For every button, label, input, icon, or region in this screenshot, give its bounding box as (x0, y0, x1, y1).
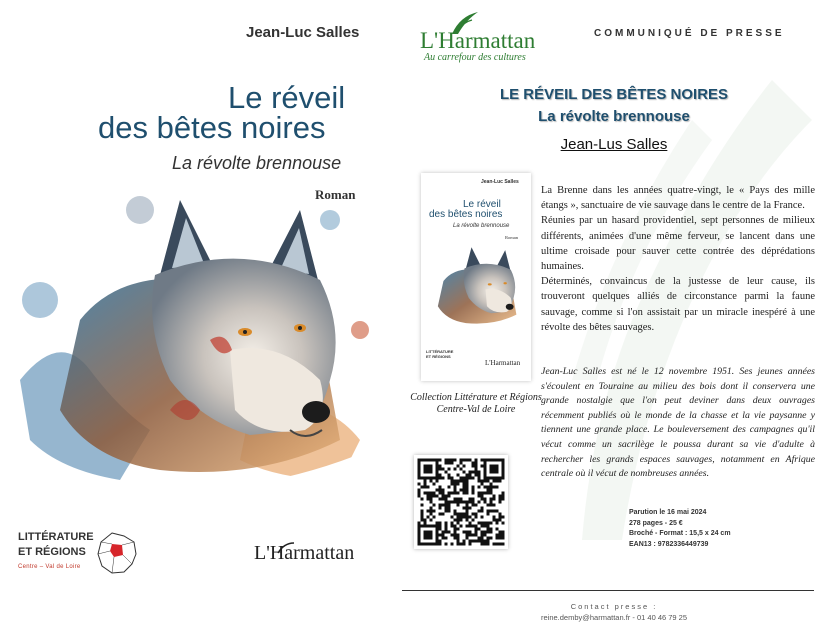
mini-cover-title-line2: des bêtes noires (429, 209, 503, 220)
release-author: Jean-Lus Salles (560, 136, 668, 153)
mini-series-logo-line1: LITTÉRATURE (426, 349, 454, 354)
cover-title-line2: des bêtes noires (98, 110, 326, 145)
series-logo-line1: LITTÉRATURE (18, 531, 94, 543)
book-cover (0, 0, 392, 634)
description-paragraph-3: Déterminés, convaincus de la justesse de leur cause, ils trouveront quelques alliés de circonstance parmi la faune sauvage, comme si l'on assistait par un miracle inespéré à une révolte des bêtes sauvages. (541, 276, 815, 333)
mini-series-logo (426, 349, 453, 359)
description-paragraph-2: Réunies par un hasard providentiel, sept personnes de milieux différents, animées d'une même ferveur, se lancent dans une ultime croisade pour sauver cette contrée des déprédations humaines. (541, 215, 815, 273)
wolf-illustration (0, 180, 392, 510)
mini-cover-publisher: L'Harmattan (485, 359, 521, 367)
cover-title-line1: Le réveil (228, 80, 346, 115)
release-subtitle: La révolte brennouse (538, 108, 690, 125)
mini-cover-genre: Roman (505, 235, 518, 240)
series-logo-line2: ET RÉGIONS (18, 546, 86, 558)
france-map-icon (94, 530, 140, 576)
publisher-logo: L'Harmattan (420, 28, 536, 53)
cover-publisher: L'Harmattan (254, 542, 355, 564)
collection-line2: Centre-Val de Loire (436, 404, 516, 415)
mini-cover-title-line1: Le réveil (463, 199, 501, 210)
publisher-tagline: Au carrefour des cultures (424, 52, 526, 63)
author-bio: Jean-Luc Salles est né le 12 novembre 1951. Ses jeunes années s'écoulent en Touraine au milieu des bois dont il conservera une grande nostalgie que l'on peut deviner dans deux ouvrages récemment publiés où le monde de la chasse et la vie paysanne y tiennent une grande place. Le bouleversement des campagnes qu'il vécut comme un sacrilège le poussa durant sa vie d'adulte à rechercher les grands espaces sauvages, notamment en Afrique centrale où il vécut de nombreuses années. (541, 366, 815, 480)
cover-genre: Roman (315, 187, 356, 202)
spec-format: Broché - Format : 15,5 x 24 cm (629, 530, 731, 537)
collection-caption (402, 392, 550, 416)
qr-code[interactable] (414, 455, 508, 549)
cover-author: Jean-Luc Salles (246, 24, 360, 41)
book-description (541, 183, 815, 335)
footer-divider (402, 590, 814, 591)
mini-cover-subtitle: La révolte brennouse (453, 223, 510, 229)
series-logo-sub: Centre – Val de Loire (18, 564, 81, 570)
book-specs (629, 508, 731, 550)
mini-cover-author: Jean-Luc Salles (481, 179, 519, 185)
spec-ean: EAN13 : 9782336449739 (629, 540, 709, 548)
mini-wolf-illustration (421, 233, 531, 343)
mini-series-logo-line2: ET RÉGIONS (426, 354, 451, 359)
press-release-label: COMMUNIQUÉ DE PRESSE (594, 28, 785, 39)
description-paragraph-1: La Brenne dans les années quatre-vingt, le « Pays des mille étangs », sanctuaire de vie sauvage dans le centre de la France. (541, 185, 815, 212)
publisher-swirl-icon (276, 541, 296, 555)
cover-subtitle: La révolte brennouse (172, 153, 342, 173)
mini-cover (421, 173, 531, 381)
series-logo (18, 530, 94, 575)
release-title: LE RÉVEIL DES BÊTES NOIRES (499, 86, 729, 103)
spec-release-date: Parution le 16 mai 2024 (629, 509, 707, 516)
contact-info[interactable]: reine.demby@harmattan.fr - 01 40 46 79 25 (540, 613, 688, 622)
spec-pages-price: 278 pages - 25 € (629, 519, 683, 527)
contact-label: Contact presse : (570, 602, 658, 611)
collection-line1: Collection Littérature et Régions (410, 392, 542, 403)
